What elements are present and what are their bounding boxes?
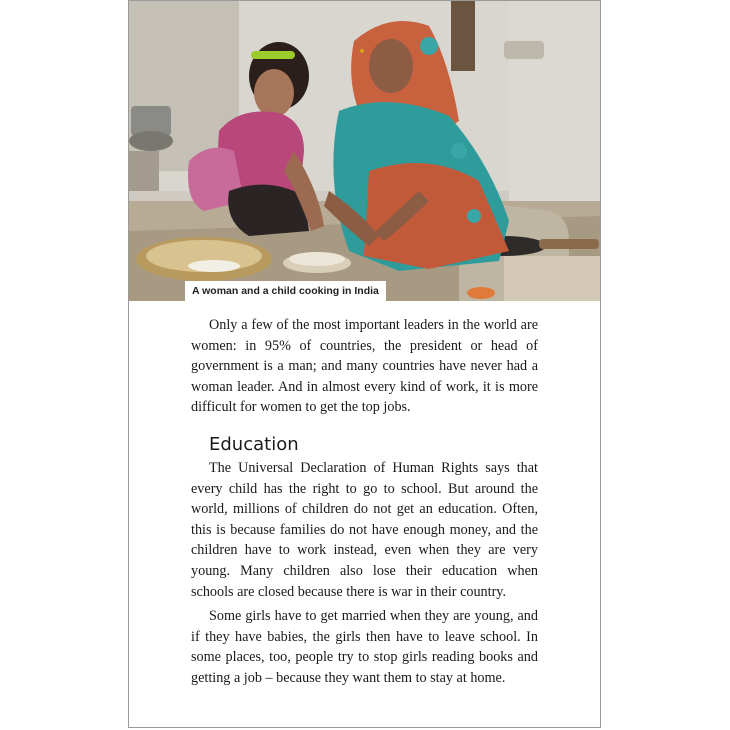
book-page (128, 0, 601, 728)
paragraph-leaders: Only a few of the most important leaders in the world are women: in 95% of countries, the president or head of government is a man; and many countries have never had a woman leader. And in almost every kind of work, it is more difficult for women to get the top jobs. (191, 317, 538, 416)
cooking-photo (129, 1, 600, 301)
photo-illustration (129, 1, 600, 301)
body-text (191, 315, 538, 689)
paragraph-education-rights: The Universal Declaration of Human Rights says that every child has the right to go to school. But around the world, millions of children do not get an education. Often, this is because families do not have enough money, and the children have to work instead, even when they are very young. Many children also lose their education when schools are closed because there is war in their country. (191, 459, 538, 600)
photo-caption: A woman and a child cooking in India (185, 281, 386, 301)
paragraph-girls-marriage: Some girls have to get married when they are young, and if they have babies, the girls then have to leave school. In some places, too, people try to stop girls reading books and getting a job – because they want them to stay at home. (191, 608, 538, 686)
section-heading-education: Education (209, 433, 299, 455)
